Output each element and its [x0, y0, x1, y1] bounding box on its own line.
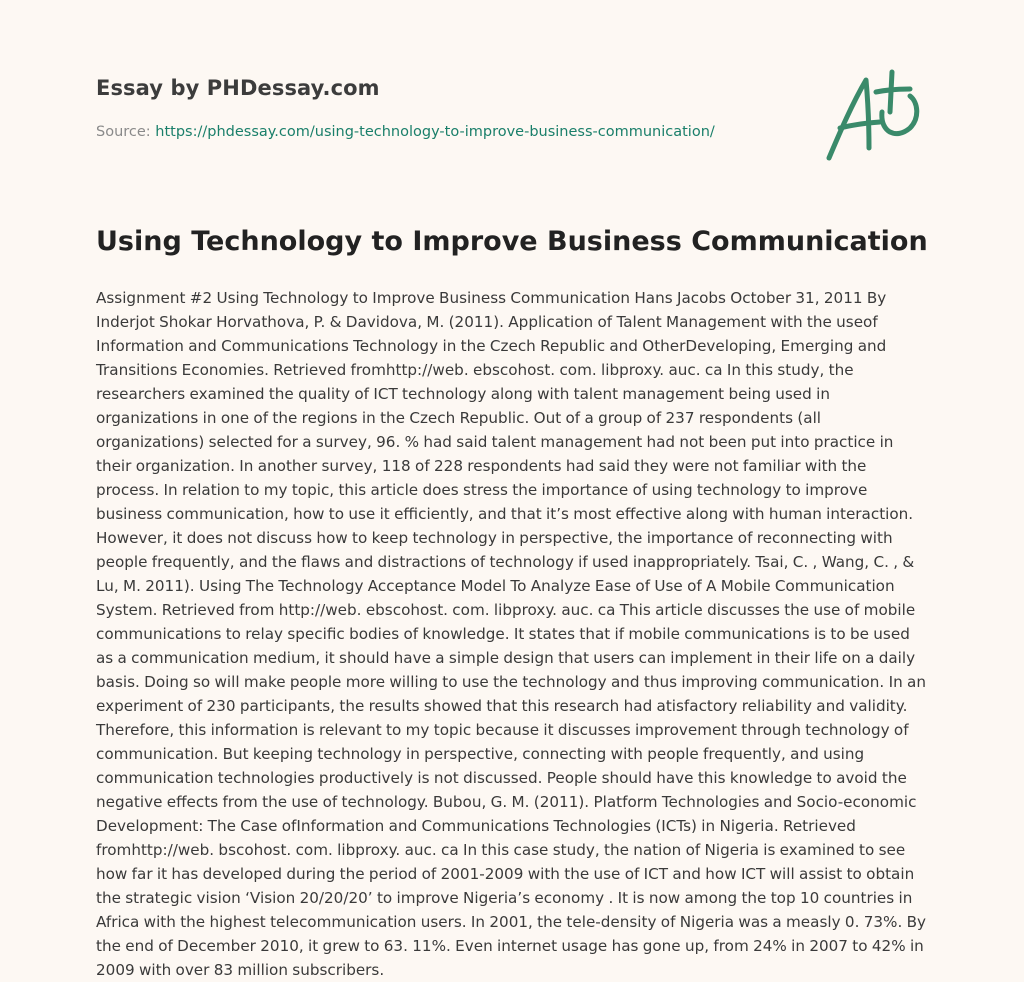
source-label: Source:	[96, 124, 156, 140]
site-name: Essay by PHDessay.com	[96, 76, 380, 100]
essay-body: Assignment #2 Using Technology to Improve Business Communication Hans Jacobs October 31, 2011 By Inderjot Shokar Horvathova, P. & Davidova, M. (2011). Application of Talent Management with the useof Information and Communications Technology in the Czech Republic and OtherDeveloping, Emerging and Transitions Economies. Retrieved fromhttp://web. ebscohost. com. libproxy. auc. ca In this study, the researchers examined the quality of ICT technology along with talent management being used in organizations in one of the regions in the Czech Republic. Out of a group of 237 respondents (all organizations) selected for a survey, 96. % had said talent management had not been put into practice in their organization. In another survey, 118 of 228 respondents had said they were not familiar with the process. In relation to my topic, this article does stress the importance of using technology to improve business communication, how to use it efficiently, and that it’s most effective along with human interaction. However, it does not discuss how to keep technology in perspective, the importance of reconnecting with people frequently, and the flaws and distractions of technology if used inappropriately. Tsai, C. , Wang, C. , & Lu, M. 2011). Using The Technology Acceptance Model To Analyze Ease of Use of A Mobile Communication System. Retrieved from http://web. ebscohost. com. libproxy. auc. ca This article discusses the use of mobile communications to relay specific bodies of knowledge. It states that if mobile communications is to be used as a communication medium, it should have a simple design that users can implement in their life on a daily basis. Doing so will make people more willing to use the technology and thus improving communication. In an experiment of 230 participants, the results showed that this research had atisfactory reliability and validity. Therefore, this information is relevant to my topic because it discusses improvement through technology of communication. But keeping technology in perspective, connecting with people frequently, and using communication technologies productively is not discussed. People should have this knowledge to avoid the negative effects from the use of technology. Bubou, G. M. (2011). Platform Technologies and Socio-economic Development: The Case ofInformation and Communications Technologies (ICTs) in Nigeria. Retrieved fromhttp://web. bscohost. com. libproxy. auc. ca In this case study, the nation of Nigeria is examined to see how far it has developed during the period of 2001-2009 with the use of ICT and how ICT will assist to obtain the strategic vision ‘Vision 20/20/20’ to improve Nigeria’s economy . It is now among the top 10 countries in Africa with the highest telecommunication users. In 2001, the tele-density of Nigeria was a measly 0. 73%. By the end of December 2010, it grew to 63. 11%. Even internet usage has gone up, from 24% in 2007 to 42% in 2009 with over 83 million subscribers.	[96, 289, 927, 979]
source-line	[96, 124, 715, 140]
source-link[interactable]: https://phdessay.com/using-technology-to-improve-business-communication/	[155, 124, 715, 140]
a-plus-icon	[822, 68, 926, 164]
page-title: Using Technology to Improve Business Communication	[96, 226, 928, 257]
